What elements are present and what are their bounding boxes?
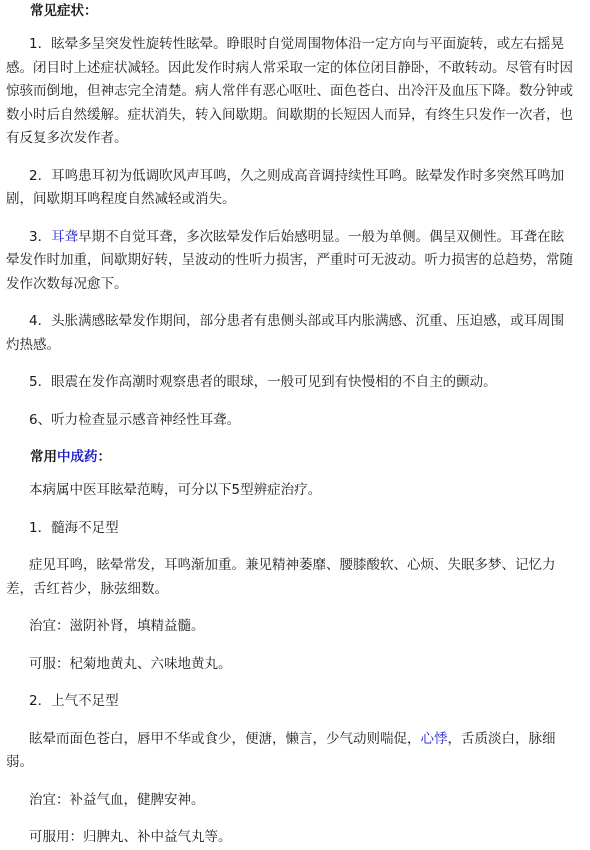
symptom-item-nystagmus: 5．眼震在发作高潮时观察患者的眼球，一般可见到有快慢相的不自主的颤动。 [29,374,497,390]
type1-symptoms: 症见耳鸣，眩晕常发，耳鸣渐加重。兼见精神萎靡、腰膝酸软、心烦、失眠多梦、记忆力差，舌红苔少，脉弦细数。 [6,557,556,597]
type2-medication: 可服用：归脾丸、补中益气丸等。 [29,829,232,845]
symptoms-heading: 常见症状： [30,3,98,19]
medicine-heading [6,446,576,467]
type1-title: 1．髓海不足型 [29,519,119,536]
type1-treatment: 治宜：滋阴补肾，填精益髓。 [29,618,205,634]
symptom-item-deafness [6,226,576,297]
symptom-item-tinnitus: 2．耳鸣患耳初为低调吹风声耳鸣，久之则成高音调持续性耳鸣。眩晕发作时多突然耳鸣加剧，间歇期耳鸣程度自然减轻或消失。 [6,167,565,207]
intro-text: 本病属中医耳眩晕范畴，可分以下5型辨症治疗。 [29,482,322,498]
type2-title: 2．上气不足型 [29,693,119,709]
type2-symptoms [6,728,576,775]
deafness-link[interactable]: 耳聋 [51,228,79,245]
type2-symptoms-text-a: 眩晕而面色苍白，唇甲不华或食少，便溏，懒言，少气动则喘促， [29,730,421,747]
symptom-item-fullness: 4．头胀满感眩晕发作期间，部分患者有患侧头部或耳内胀满感、沉重、压迫感，或耳周围灼热感。 [6,313,565,353]
palpitation-link[interactable]: 心悸 [420,730,448,747]
chinese-medicine-link[interactable]: 中成药 [57,449,98,465]
symptom-number: 3． [29,228,52,245]
symptom-item-vertigo: 1．眩晕多呈突发性旋转性眩晕。睁眼时自觉周围物体沿一定方向与平面旋转，或左右摇晃感。闭目时上述症状减轻。因此发作时病人常采取一定的体位闭目静卧，不敢转动。尽管有时因惊骇而倒地，但神志完全清楚。病人常伴有恶心呕吐、面色苍白、出冷汗及血压下降。数分钟或数小时后自然缓解。症状消失，转入间歇期。间歇期的长短因人而异，有终生只发作一次者，也有反复多次发作者。 [6,36,573,146]
type2-symptoms-text-b: ，舌质淡白，脉细弱。 [6,730,556,770]
type2-treatment: 治宜：补益气血，健脾安神。 [29,791,205,808]
medicine-heading-prefix: 常用 [30,449,57,465]
symptom-text: 早期不自觉耳聋，多次眩晕发作后始感明显。一般为单侧。偶呈双侧性。耳聋在眩晕发作时加重，间歇期好转，呈波动的性听力损害，严重时可无波动。听力损害的总趋势，常随发作次数每况愈下。 [6,228,573,292]
symptom-item-hearing-test: 6、听力检查显示感音神经性耳聋。 [29,411,241,428]
type1-medication: 可服：杞菊地黄丸、六味地黄丸。 [29,655,232,672]
medicine-heading-suffix: ： [97,449,111,465]
